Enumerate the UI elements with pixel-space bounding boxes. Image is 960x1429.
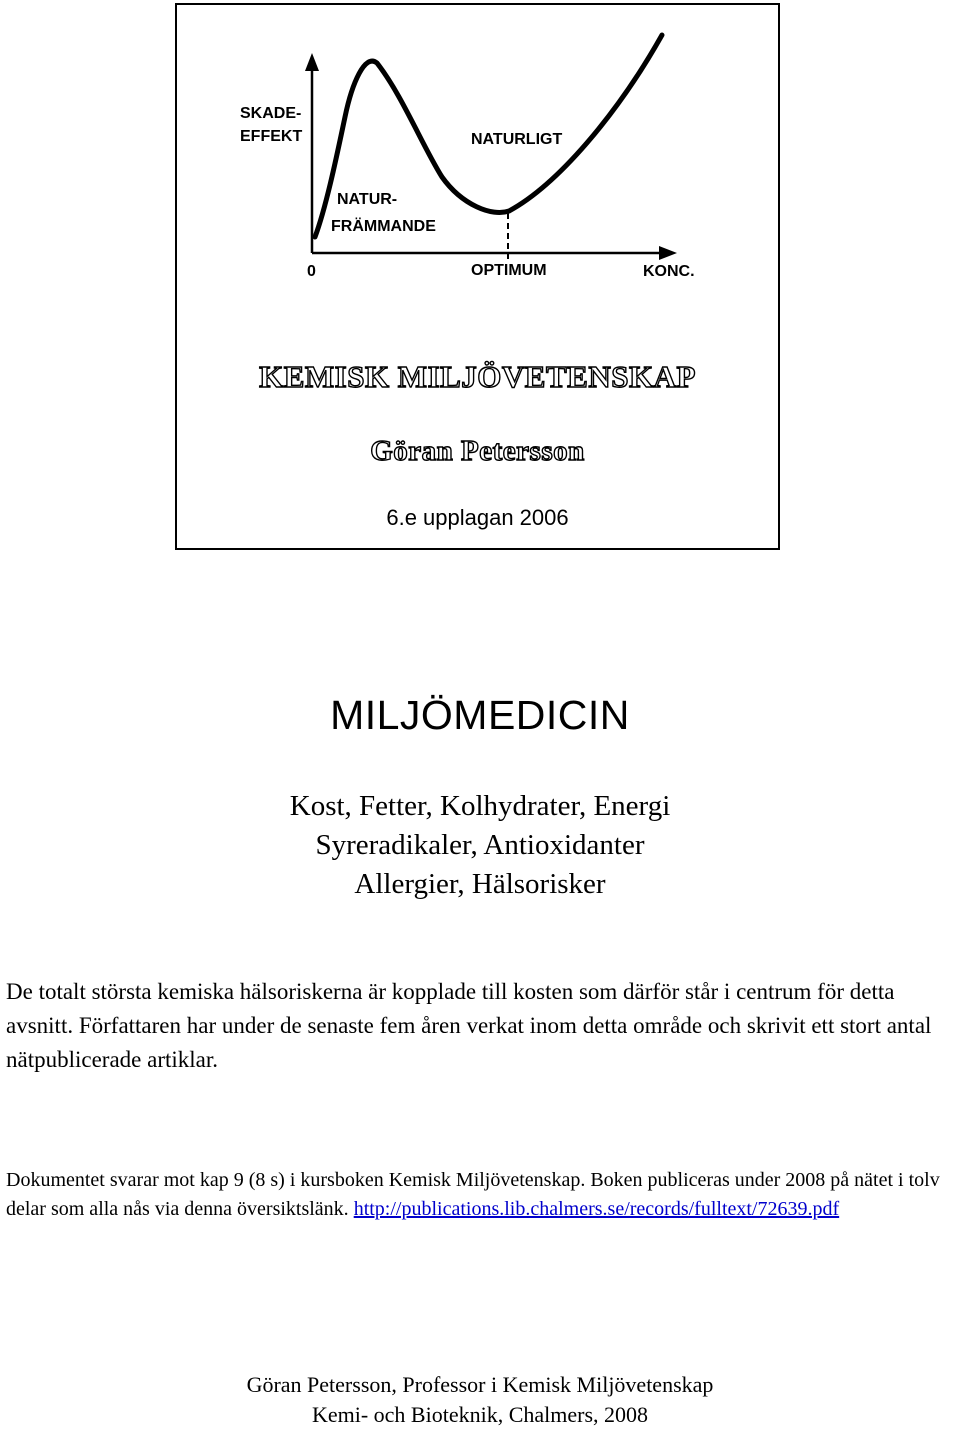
cover-box (175, 3, 780, 550)
dose-response-figure (177, 5, 778, 305)
page-title: MILJÖMEDICIN (330, 692, 630, 738)
x-label-zero: 0 (307, 263, 316, 280)
book-author: Göran Petersson (370, 435, 585, 467)
subtitle-line-3: Allergier, Hälsorisker (354, 868, 606, 900)
label-foreign-line2: FRÄMMANDE (331, 218, 436, 235)
y-label-line2: EFFEKT (240, 128, 303, 145)
edition-text: 6.e upplagan 2006 (386, 505, 569, 530)
subtitle-line-1: Kost, Fetter, Kolhydrater, Energi (289, 790, 671, 822)
y-label-line1: SKADE- (240, 105, 302, 122)
document-note (6, 1166, 960, 1224)
footer-author-line: Göran Petersson, Professor i Kemisk Miljövetenskap (246, 1372, 714, 1397)
intro-paragraph: De totalt största kemiska hälsoriskerna är kopplade till kosten som därför står i centrum för detta avsnitt. Författaren har under de senaste fem åren verkat inom detta område och skrivit ett stort antal nätpublicerade artiklar. (6, 979, 932, 1072)
document-note-text: Dokumentet svarar mot kap 9 (8 s) i kursboken Kemisk Miljövetenskap. Boken publiceras under 2008 på nätet i tolv delar som alla nås via denna översiktslänk. (6, 1169, 940, 1220)
x-label-optimum: OPTIMUM (471, 262, 547, 279)
y-axis-arrow (305, 53, 319, 71)
overview-link[interactable]: http://publications.lib.chalmers.se/records/fulltext/72639.pdf (353, 1198, 840, 1220)
footer-affiliation-line: Kemi- och Bioteknik, Chalmers, 2008 (311, 1402, 649, 1427)
x-axis-arrow (659, 246, 677, 260)
book-title: KEMISK MILJÖVETENSKAP (259, 359, 696, 394)
label-natural: NATURLIGT (471, 131, 563, 148)
label-foreign-line1: NATUR- (337, 191, 398, 208)
subtitle-line-2: Syreradikaler, Antioxidanter (315, 829, 645, 861)
x-label-conc: KONC. (643, 263, 695, 280)
